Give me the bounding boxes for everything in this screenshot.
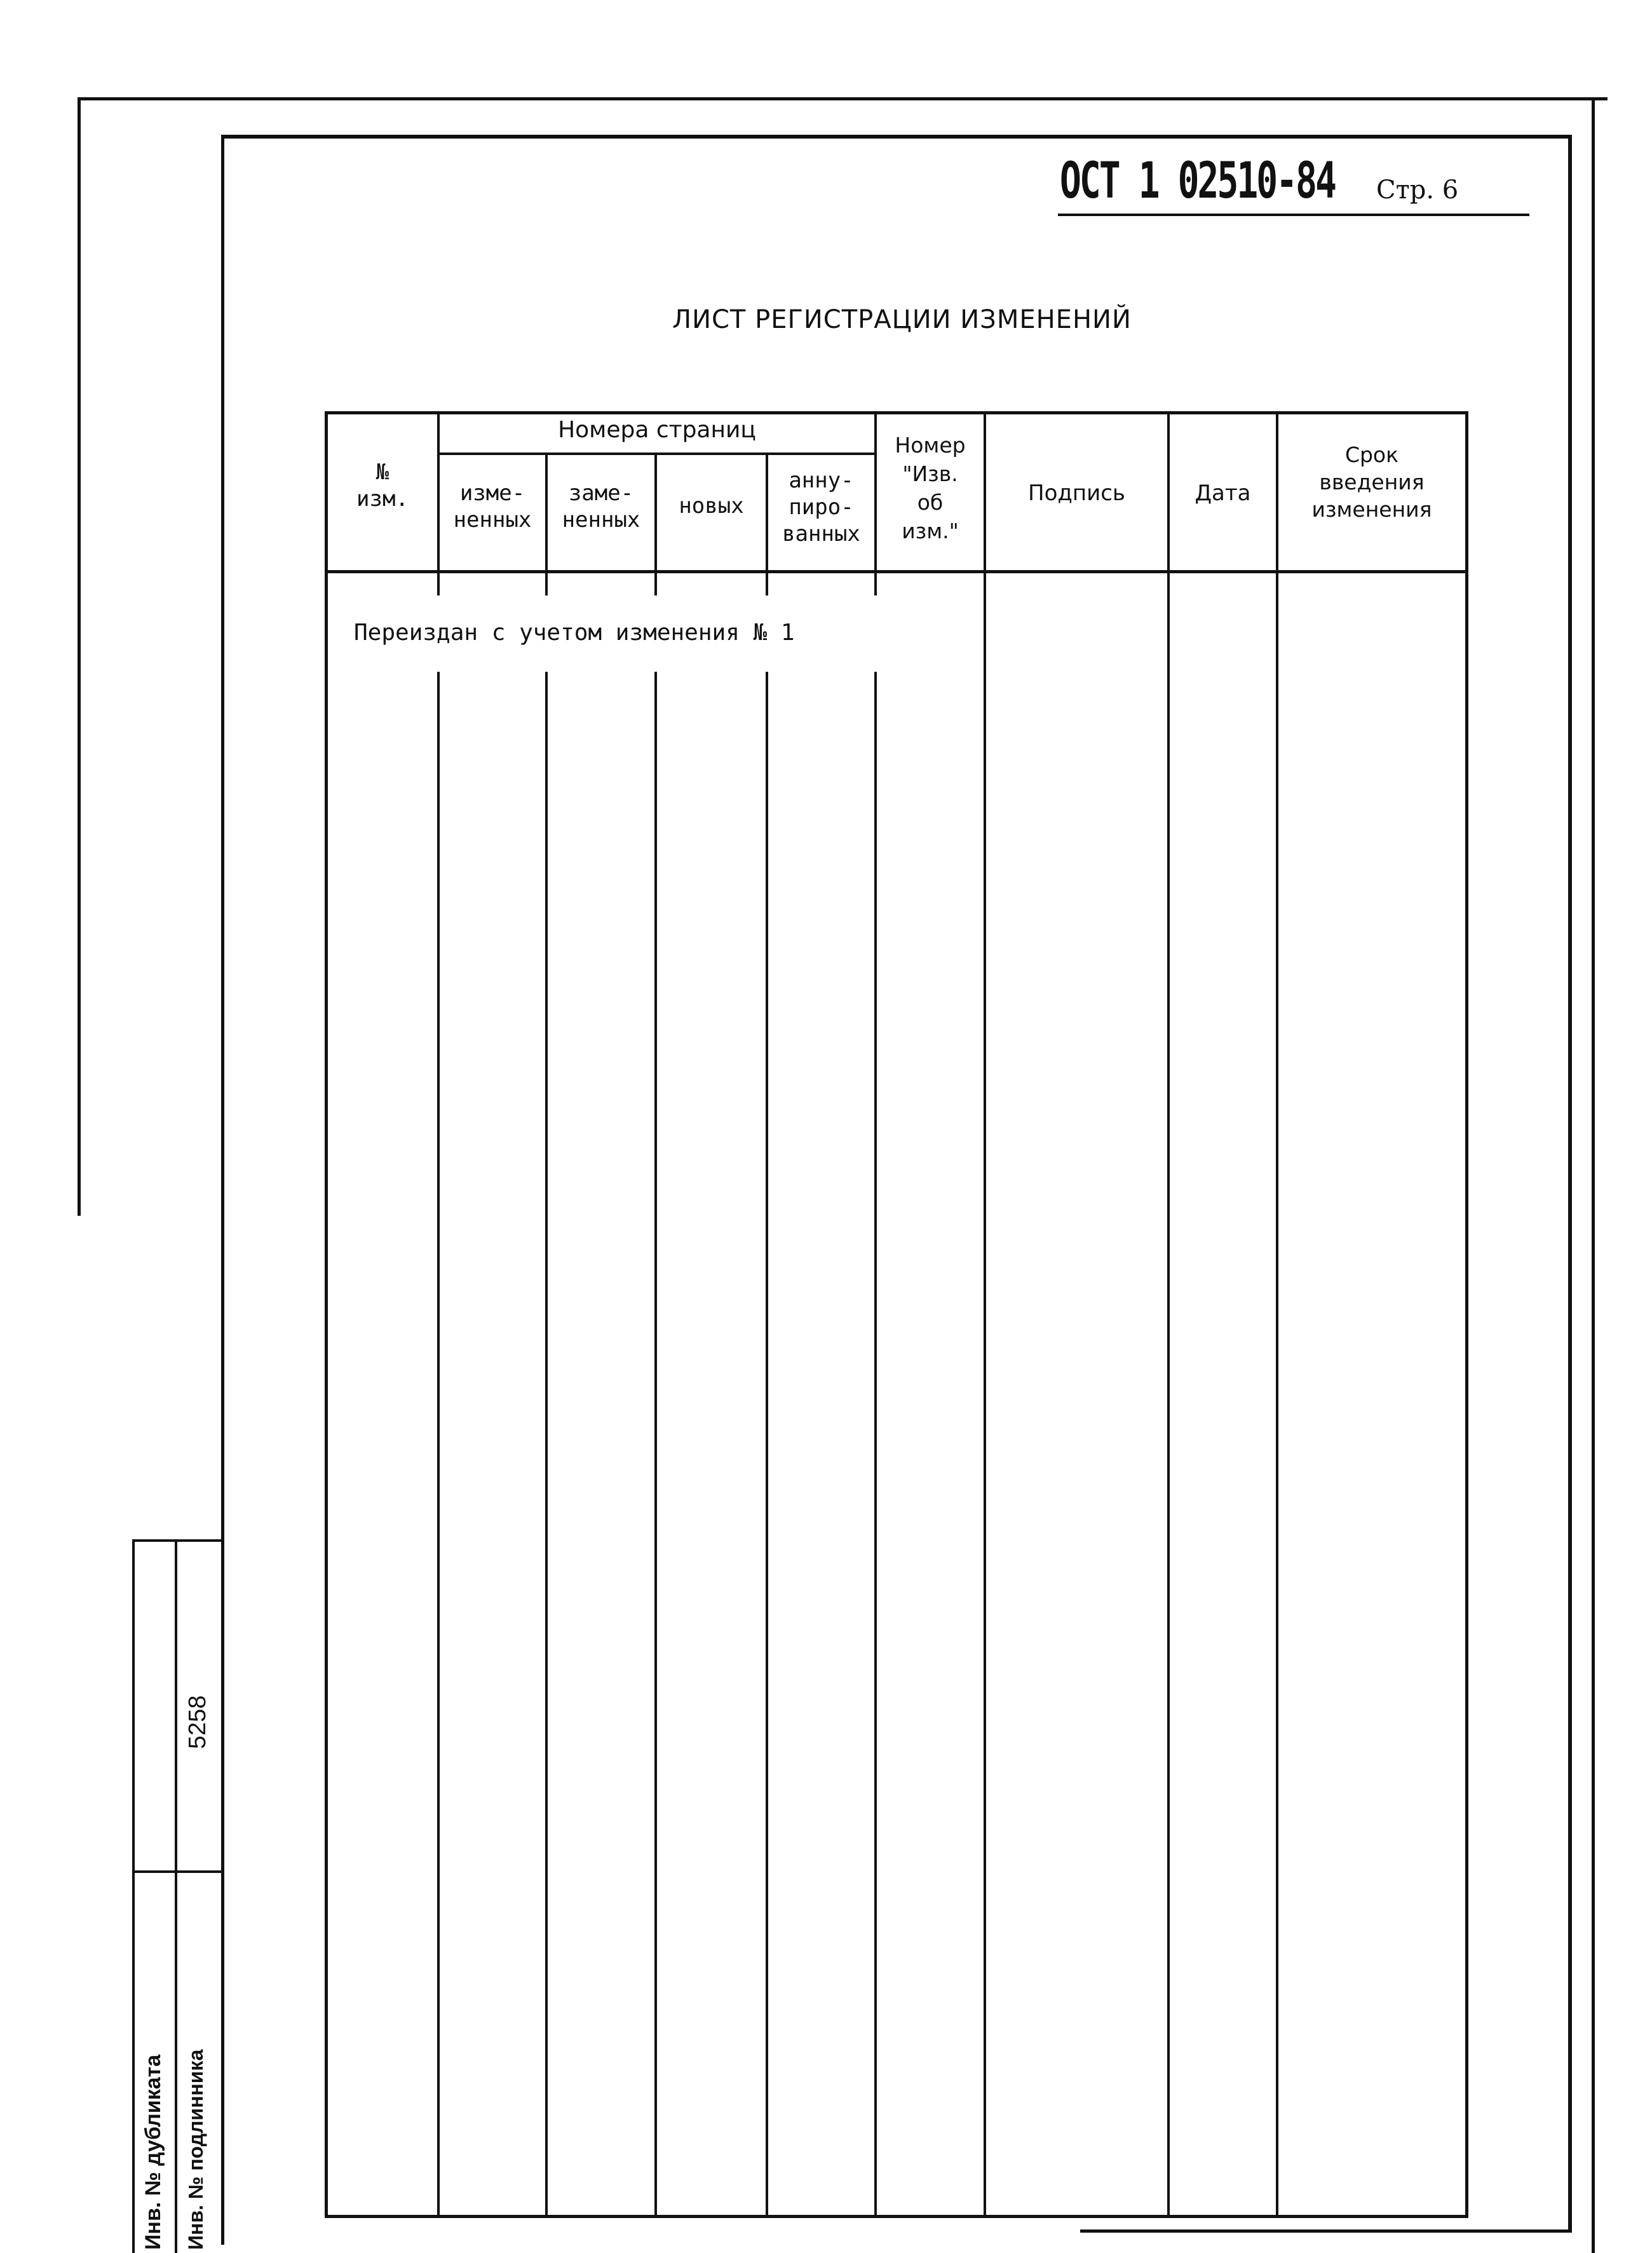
header-underline bbox=[1058, 214, 1529, 216]
stamp-left bbox=[132, 1539, 135, 2253]
header-replaced-pages: заме- ненных bbox=[562, 480, 640, 533]
page-title: ЛИСТ РЕГИСТРАЦИИ ИЗМЕНЕНИЙ bbox=[672, 305, 1132, 334]
col-divider-1-lower bbox=[437, 672, 440, 2216]
header-change-number: № изм. bbox=[356, 459, 409, 512]
table-header-bottom bbox=[325, 570, 1468, 573]
header-date: Дата bbox=[1195, 480, 1251, 506]
header-new-pages: новых bbox=[679, 493, 744, 519]
header-page-numbers: Номера страниц bbox=[558, 417, 756, 443]
doc-code: ОСТ 1 02510-84 bbox=[1060, 153, 1336, 210]
col-divider-6 bbox=[984, 411, 986, 2216]
outer-frame-top bbox=[79, 97, 1608, 100]
col-divider-3 bbox=[654, 453, 657, 596]
col-divider-5-lower bbox=[874, 672, 877, 2216]
header-notice-number: Номер "Изв. об изм." bbox=[895, 433, 966, 543]
table-bottom bbox=[325, 2215, 1468, 2218]
inner-frame-right bbox=[1568, 135, 1572, 2232]
inner-frame-top bbox=[221, 135, 1571, 139]
table-right bbox=[1465, 411, 1468, 2218]
stamp-duplicate-label: Инв. № дубликата bbox=[141, 2054, 165, 2250]
stamp-center bbox=[175, 1539, 177, 2253]
col-divider-4-lower bbox=[766, 672, 768, 2216]
page-number: Стр. 6 bbox=[1376, 175, 1459, 205]
stamp-top bbox=[132, 1539, 222, 1542]
col-divider-7 bbox=[1167, 411, 1170, 2216]
outer-frame-right bbox=[1592, 97, 1595, 2253]
stamp-original-value: 5258 bbox=[184, 1695, 211, 1749]
col-divider-2-lower bbox=[545, 672, 548, 2216]
table-left bbox=[325, 411, 328, 2218]
header-changed-pages: изме- ненных bbox=[453, 480, 532, 533]
header-deadline: Срок введения изменения bbox=[1311, 442, 1432, 522]
col-divider-3-lower bbox=[654, 672, 657, 2216]
inner-frame-left bbox=[221, 135, 224, 2245]
inner-frame-bottom-segment bbox=[1080, 2229, 1572, 2233]
stamp-mid bbox=[132, 1870, 222, 1873]
reissue-note: Переиздан с учетом изменения № 1 bbox=[354, 620, 795, 646]
col-divider-8 bbox=[1276, 411, 1278, 2216]
header-annulled-pages: анну- пиро- ванных bbox=[782, 468, 860, 547]
stamp-original-label: Инв. № подлинника bbox=[184, 2049, 207, 2250]
outer-frame-left bbox=[78, 97, 81, 1216]
header-signature: Подпись bbox=[1028, 480, 1125, 506]
